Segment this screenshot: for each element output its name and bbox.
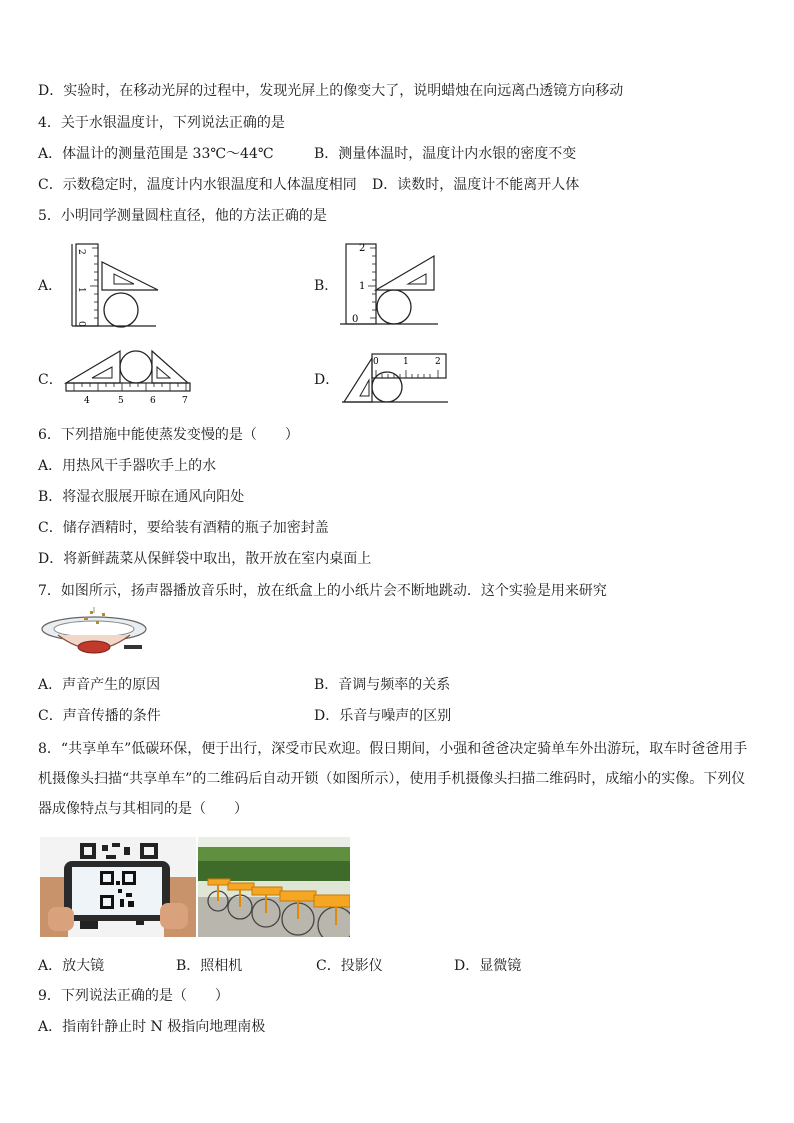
q7-stem: 7．如图所示，扬声器播放音乐时，放在纸盒上的小纸片会不断地跳动．这个实验是用来研究 [38, 583, 607, 599]
q7-option-b: B．音调与频率的关系 [314, 677, 451, 693]
q7-option-d: D．乐音与噪声的区别 [314, 708, 452, 724]
q5-figure-a [66, 240, 176, 330]
ruler-tick-a-2: 2 [76, 249, 86, 255]
ruler-tick-a-0: 0 [76, 321, 86, 327]
q4-stem: 4．关于水银温度计，下列说法正确的是 [38, 115, 285, 131]
q5-figure-c [62, 345, 194, 407]
q6-option-b: B．将湿衣服展开晾在通风向阳处 [38, 489, 245, 505]
q8-option-d: D．显微镜 [454, 958, 522, 974]
q9-option-a: A．指南针静止时 N 极指向地理南极 [38, 1019, 266, 1035]
q7-option-c: C．声音传播的条件 [38, 708, 161, 724]
shared-bikes-photo [198, 837, 350, 937]
ruler-tick-b-1: 1 [359, 281, 366, 292]
speaker-figure [40, 607, 152, 663]
q5-label-b: B． [314, 278, 339, 294]
ruler-tick-b-0: 0 [352, 314, 359, 325]
ruler-tick-d-2: 2 [435, 357, 441, 367]
ruler-tick-c-4: 4 [84, 396, 90, 406]
q5-label-c: C． [38, 372, 63, 388]
ruler-tick-c-5: 5 [118, 396, 124, 406]
q5-figure-b [338, 240, 448, 330]
qr-scan-photo [40, 837, 196, 937]
q6-option-c: C．储存酒精时，要给装有酒精的瓶子加密封盖 [38, 520, 329, 536]
q8-stem-line2: 机摄像头扫描“共享单车”的二维码后自动开锁（如图所示），使用手机摄像头扫描二维码时，成缩小的实像。下列仪 [38, 771, 746, 787]
q8-option-b: B．照相机 [176, 958, 243, 974]
q8-option-a: A．放大镜 [38, 958, 105, 974]
q6-stem: 6．下列措施中能使蒸发变慢的是（ ） [38, 427, 299, 443]
q4-option-b: B．测量体温时，温度计内水银的密度不变 [314, 146, 577, 162]
q8-option-c: C．投影仪 [316, 958, 383, 974]
q7-option-a: A．声音产生的原因 [38, 677, 161, 693]
q9-stem: 9．下列说法正确的是（ ） [38, 988, 229, 1004]
ruler-tick-d-0: 0 [373, 357, 379, 367]
q5-figure-d [342, 350, 450, 406]
q8-stem-line3: 器成像特点与其相同的是（ ） [38, 801, 248, 817]
ruler-tick-b-2: 2 [359, 243, 366, 254]
q6-option-d: D．将新鲜蔬菜从保鲜袋中取出，散开放在室内桌面上 [38, 551, 372, 567]
q4-option-a: A．体温计的测量范围是 33℃～44℃ [38, 146, 274, 162]
q3-option-d: D．实验时，在移动光屏的过程中，发现光屏上的像变大了，说明蜡烛在向远离凸透镜方向移动 [38, 83, 624, 99]
q4-option-d: D．读数时，温度计不能离开人体 [372, 177, 580, 193]
q5-label-a: A． [38, 278, 63, 294]
ruler-tick-a-1: 1 [76, 287, 86, 293]
q5-stem: 5．小明同学测量圆柱直径，他的方法正确的是 [38, 208, 327, 224]
q5-label-d: D． [314, 372, 340, 388]
ruler-tick-c-7: 7 [182, 396, 188, 406]
ruler-tick-d-1: 1 [403, 357, 409, 367]
ruler-tick-c-6: 6 [150, 396, 156, 406]
q8-stem-line1: 8．“共享单车”低碳环保，便于出行，深受市民欢迎。假日期间，小强和爸爸决定骑单车外出游玩，取车时爸爸用手 [38, 741, 748, 757]
q6-option-a: A．用热风干手器吹手上的水 [38, 458, 217, 474]
q4-option-c: C．示数稳定时，温度计内水银温度和人体温度相同 [38, 177, 357, 193]
